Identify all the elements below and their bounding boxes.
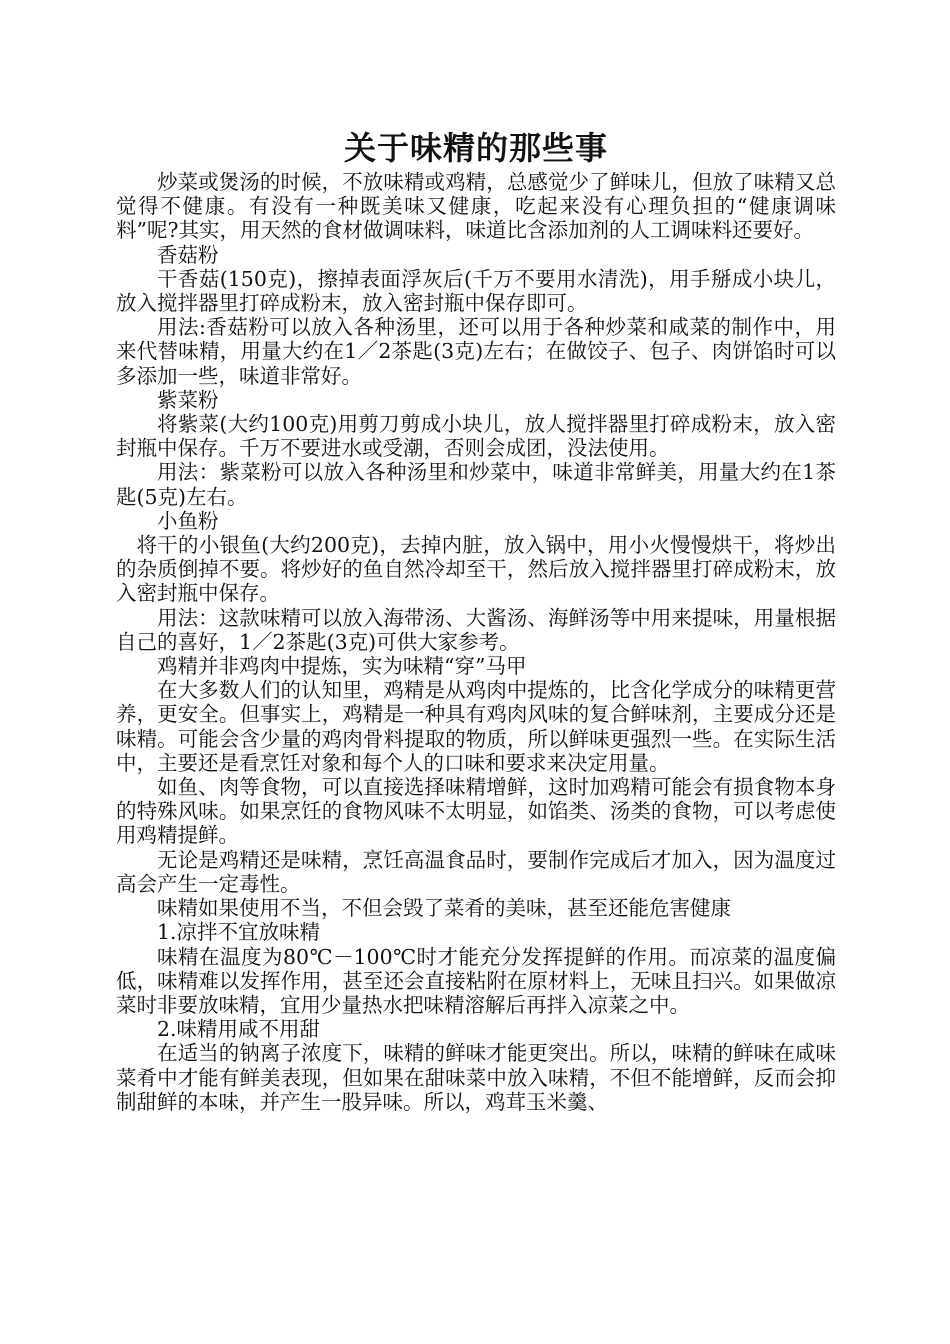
section-heading-msg-misuse: 味精如果使用不当，不但会毁了菜肴的美味，甚至还能危害健康	[157, 896, 731, 921]
intro-paragraph: 炒菜或煲汤的时候，不放味精或鸡精，总感觉少了鲜味儿，但放了味精又总觉得不健康。有没有一种既美味又健康，吃起来没有心理负担的“健康调味料”呢?其实，用天然的食材做调味料，味道比含添加剂的人工调味料还要好。	[116, 170, 836, 243]
seaweed-powder-usage: 用法：紫菜粉可以放入各种汤里和炒菜中，味道非常鲜美，用量大约在1茶匙(5克)左右。	[116, 460, 836, 509]
mushroom-powder-method: 干香菇(150克)，擦掉表面浮灰后(千万不要用水清洗)，用手掰成小块儿，放入搅拌器里打碎成粉末，放入密封瓶中保存即可。	[116, 266, 836, 316]
salty-not-sweet-paragraph: 在适当的钠离子浓度下，味精的鲜味才能更突出。所以，味精的鲜味在咸味菜肴中才能有鲜美表现，但如果在甜味菜中放入味精，不但不能增鲜，反而会抑制甜鲜的本味，并产生一股异味。所以，鸡茸玉米羹、	[116, 1041, 836, 1114]
section-heading-chicken-essence: 鸡精并非鸡肉中提炼，实为味精“穿”马甲	[157, 654, 527, 679]
section-heading-seaweed-powder: 紫菜粉	[157, 387, 219, 412]
seaweed-powder-method: 将紫菜(大约100克)用剪刀剪成小块儿，放人搅拌器里打碎成粉末，放入密封瓶中保存。千万不要进水或受潮，否则会成团，没法使用。	[116, 412, 836, 461]
section-heading-fish-powder: 小鱼粉	[157, 508, 219, 533]
mushroom-powder-usage: 用法:香菇粉可以放入各种汤里，还可以用于各种炒菜和咸菜的制作中，用来代替味精，用量大约在1／2茶匙(3克)左右；在做饺子、包子、肉饼馅时可以多添加一些，味道非常好。	[116, 315, 836, 388]
document-title: 关于味精的那些事	[343, 129, 608, 167]
chicken-essence-paragraph-2: 如鱼、肉等食物，可以直接选择味精增鲜，这时加鸡精可能会有损食物本身的特殊风味。如果烹饪的食物风味不太明显，如馅类、汤类的食物，可以考虑使用鸡精提鲜。	[116, 775, 836, 848]
cold-dishes-paragraph: 味精在温度为80℃－100℃时才能充分发挥提鲜的作用。而凉菜的温度偏低，味精难以发挥作用，甚至还会直接粘附在原材料上，无味且扫兴。如果做凉菜时非要放味精，宜用少量热水把味精溶解后再拌入凉菜之中。	[116, 944, 836, 1017]
document-page	[116, 128, 836, 1114]
chicken-essence-paragraph-3: 无论是鸡精还是味精，烹饪高温食品时，要制作完成后才加入，因为温度过高会产生一定毒性。	[116, 847, 836, 896]
section-heading-mushroom-powder: 香菇粉	[157, 242, 219, 267]
fish-powder-usage: 用法：这款味精可以放入海带汤、大酱汤、海鲜汤等中用来提味，用量根据自己的喜好，1／2茶匙(3克)可供大家参考。	[116, 605, 836, 654]
chicken-essence-paragraph-1: 在大多数人们的认知里，鸡精是从鸡肉中提炼的，比含化学成分的味精更营养，更安全。但事实上，鸡精是一种具有鸡肉风味的复合鲜味剂，主要成分还是味精。可能会含少量的鸡肉骨料提取的物质，所以鲜味更强烈一些。在实际生活中，主要还是看烹饪对象和每个人的口味和要求来决定用量。	[116, 678, 836, 775]
subheading-cold-dishes: 1.凉拌不宜放味精	[157, 920, 321, 945]
fish-powder-method: 将干的小银鱼(大约200克)，去掉内脏，放入锅中，用小火慢慢烘干，将炒出的杂质倒掉不要。将炒好的鱼自然冷却至干，然后放入搅拌器里打碎成粉末，放入密封瓶中保存。	[116, 533, 836, 606]
subheading-salty-not-sweet: 2.味精用咸不用甜	[157, 1017, 321, 1042]
